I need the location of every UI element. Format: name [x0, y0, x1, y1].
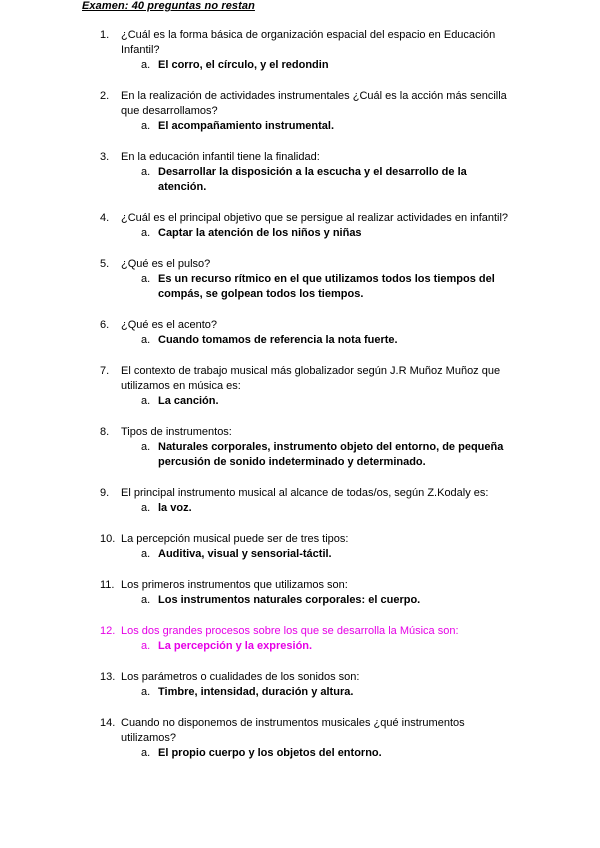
answer-label: a.	[141, 686, 151, 698]
question-number: 9.	[100, 487, 110, 499]
answer-text: El acompañamiento instrumental.	[158, 120, 335, 132]
question-text: El principal instrumento musical al alcance de todas/os, según Z.Kodaly es:	[121, 487, 489, 499]
question-text: Tipos de instrumentos:	[121, 426, 232, 438]
answer-text: Timbre, intensidad, duración y altura.	[158, 686, 354, 698]
answer-label: a.	[141, 273, 151, 285]
answer-text: El propio cuerpo y los objetos del entorno.	[158, 747, 382, 759]
question-number: 14.	[100, 717, 116, 729]
question-text: Los primeros instrumentos que utilizamos son:	[121, 579, 348, 591]
question-item	[0, 670, 600, 700]
question-text: ¿Cuál es el principal objetivo que se persigue al realizar actividades en infantil?	[121, 212, 509, 224]
question-number: 12.	[100, 625, 116, 637]
question-number: 10.	[100, 533, 116, 545]
question-number: 3.	[100, 151, 110, 163]
question-item	[0, 150, 600, 195]
question-number: 2.	[100, 90, 110, 102]
answer	[0, 639, 600, 654]
question-item	[0, 211, 600, 241]
answer-label: a.	[141, 59, 151, 71]
answer	[0, 58, 600, 73]
answer-label: a.	[141, 640, 151, 652]
answer-label: a.	[141, 166, 151, 178]
answer	[0, 501, 600, 516]
answer-text: Desarrollar la disposición a la escucha y el desarrollo de la atención.	[158, 166, 467, 193]
answer-label: a.	[141, 395, 151, 407]
question-item	[0, 532, 600, 562]
question-item	[0, 89, 600, 134]
question-number: 5.	[100, 258, 110, 270]
question-text: Cuando no disponemos de instrumentos musicales ¿qué instrumentos utilizamos?	[121, 717, 465, 744]
answer-text: Los instrumentos naturales corporales: el cuerpo.	[158, 594, 421, 606]
exam-title: Examen: 40 preguntas no restan	[82, 0, 255, 12]
question-text: En la educación infantil tiene la finalidad:	[121, 151, 320, 163]
question-text: La percepción musical puede ser de tres tipos:	[121, 533, 349, 545]
question-item	[0, 486, 600, 516]
answer-label: a.	[141, 594, 151, 606]
answer-text: Cuando tomamos de referencia la nota fuerte.	[158, 334, 398, 346]
question-number: 4.	[100, 212, 110, 224]
question-item	[0, 28, 600, 73]
question-item-highlighted	[0, 624, 600, 654]
answer	[0, 746, 600, 761]
answer-label: a.	[141, 120, 151, 132]
question-item	[0, 318, 600, 348]
question-item	[0, 364, 600, 409]
answer-text: Captar la atención de los niños y niñas	[158, 227, 362, 239]
question-number: 13.	[100, 671, 116, 683]
question-list	[0, 28, 600, 777]
question-number: 1.	[100, 29, 110, 41]
question-text: El contexto de trabajo musical más globalizador según J.R Muñoz Muñoz que utilizamos en música es:	[121, 365, 501, 392]
answer-label: a.	[141, 747, 151, 759]
answer	[0, 547, 600, 562]
answer	[0, 226, 600, 241]
answer-text: La percepción y la expresión.	[158, 640, 313, 652]
question-text: Los dos grandes procesos sobre los que se desarrolla la Música son:	[121, 625, 459, 637]
answer-label: a.	[141, 548, 151, 560]
question-text: ¿Cuál es la forma básica de organización espacial del espacio en Educación Infantil?	[121, 29, 496, 56]
question-number: 6.	[100, 319, 110, 331]
answer-text: El corro, el círculo, y el redondin	[158, 59, 329, 71]
answer	[0, 333, 600, 348]
answer	[0, 119, 600, 134]
answer	[0, 593, 600, 608]
answer-text: Auditiva, visual y sensorial-táctil.	[158, 548, 332, 560]
question-text: En la realización de actividades instrumentales ¿Cuál es la acción más sencilla que desarrollamos?	[121, 90, 507, 117]
question-text: ¿Qué es el pulso?	[121, 258, 211, 270]
question-number: 7.	[100, 365, 110, 377]
answer-text: Es un recurso rítmico en el que utilizamos todos los tiempos del compás, se golpean todos los tiempos.	[158, 273, 495, 300]
question-item	[0, 257, 600, 302]
question-number: 11.	[100, 579, 115, 591]
answer-text: la voz.	[158, 502, 192, 514]
answer	[0, 165, 600, 195]
question-number: 8.	[100, 426, 110, 438]
answer	[0, 440, 600, 470]
answer-label: a.	[141, 502, 151, 514]
question-item	[0, 425, 600, 470]
answer	[0, 685, 600, 700]
answer-label: a.	[141, 441, 151, 453]
question-item	[0, 578, 600, 608]
answer	[0, 394, 600, 409]
answer-text: Naturales corporales, instrumento objeto del entorno, de pequeña percusión de sonido indeterminado y determinado.	[158, 441, 504, 468]
question-text: Los parámetros o cualidades de los sonidos son:	[121, 671, 360, 683]
answer	[0, 272, 600, 302]
answer-label: a.	[141, 334, 151, 346]
answer-label: a.	[141, 227, 151, 239]
question-text: ¿Qué es el acento?	[121, 319, 218, 331]
answer-text: La canción.	[158, 395, 219, 407]
question-item	[0, 716, 600, 761]
